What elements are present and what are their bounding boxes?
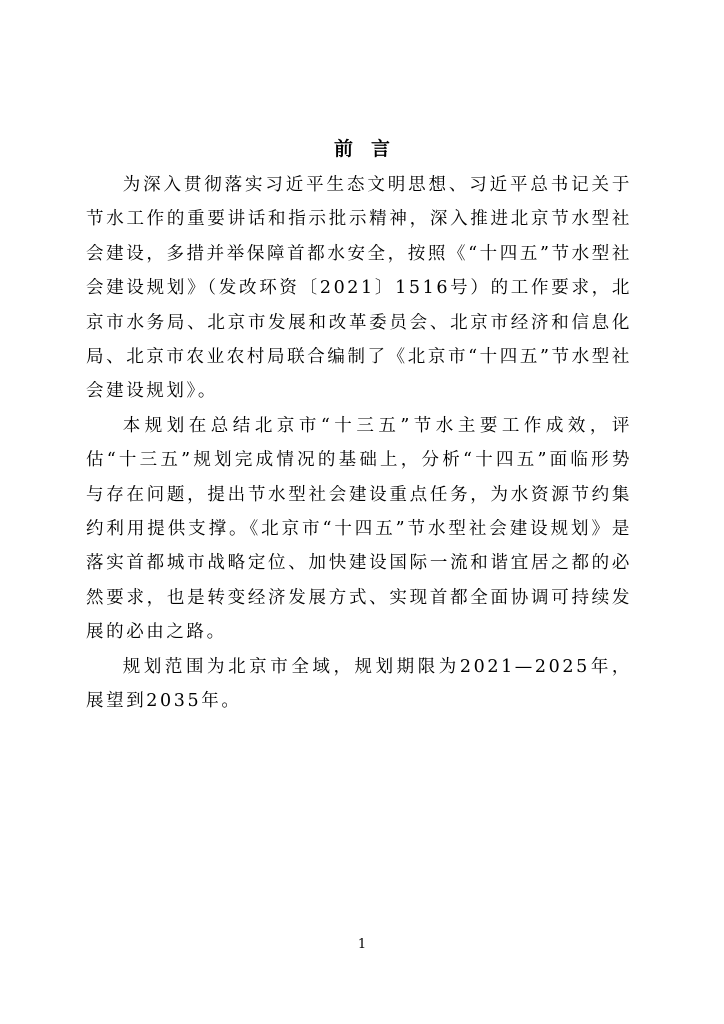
- document-body: [86, 168, 632, 719]
- page-title: 前言: [333, 138, 408, 160]
- paragraph-1: 为深入贯彻落实习近平生态文明思想、习近平总书记关于节水工作的重要讲话和指示批示精神，深入推进北京节水型社会建设，多措并举保障首都水安全，按照《“十四五”节水型社会建设规划》（发改环资〔2021〕1516号）的工作要求，北京市水务局、北京市发展和改革委员会、北京市经济和信息化局、北京市农业农村局联合编制了《北京市“十四五”节水型社会建设规划》。: [86, 175, 632, 402]
- page-number: 1: [357, 937, 367, 952]
- paragraph-3: 规划范围为北京市全域，规划期限为2021—2025年，展望到2035年。: [86, 656, 632, 712]
- paragraph-2: 本规划在总结北京市“十三五”节水主要工作成效，评估“十三五”规划完成情况的基础上，分析“十四五”面临形势与存在问题，提出节水型社会建设重点任务，为水资源节约集约利用提供支撑。《北京市“十四五”节水型社会建设规划》是落实首都城市战略定位、加快建设国际一流和谐宜居之都的必然要求，也是转变经济发展方式、实现首都全面协调可持续发展的必由之路。: [86, 415, 632, 643]
